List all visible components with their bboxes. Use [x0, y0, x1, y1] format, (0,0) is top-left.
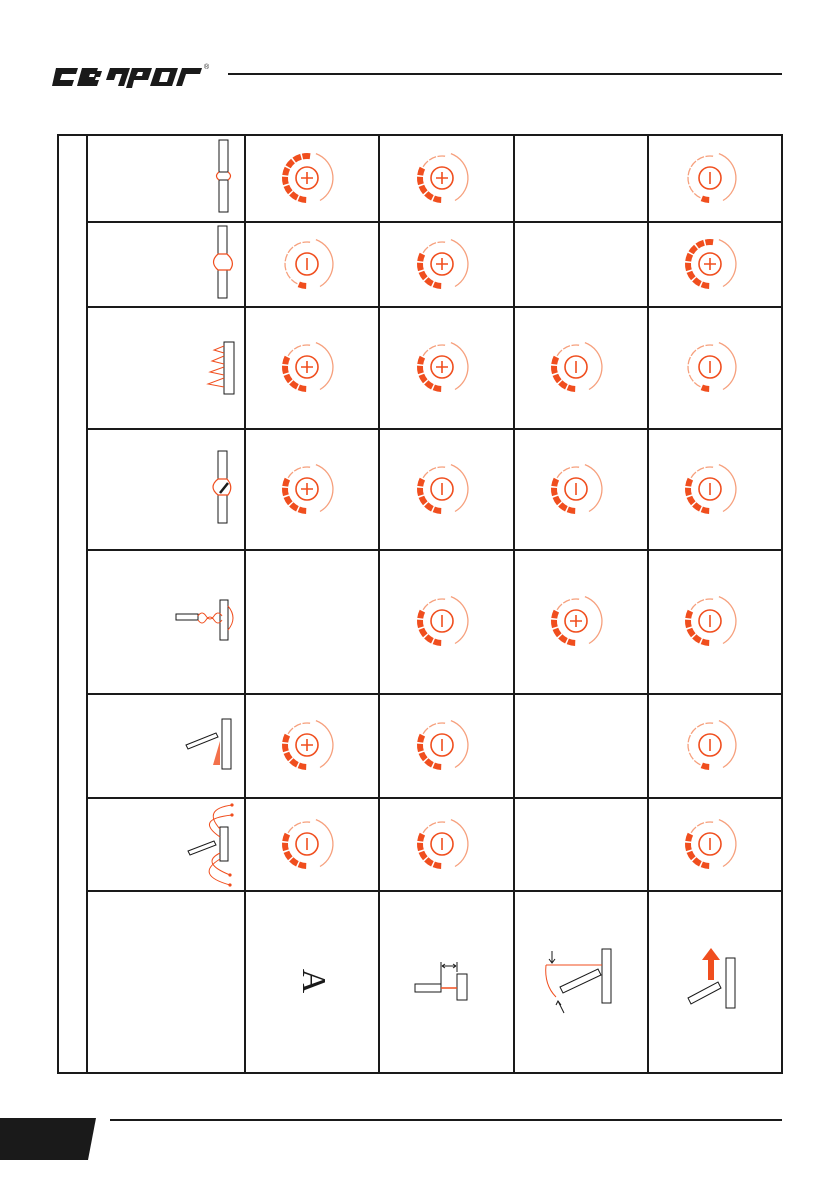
polarity-indicator-mid-minus [680, 459, 736, 520]
table-row-line [86, 428, 783, 430]
surfacing-icon [200, 332, 240, 407]
polarity-indicator-mid-plus [546, 591, 602, 652]
polarity-indicator-mid-minus [412, 459, 468, 520]
polarity-indicator-mid-minus [546, 459, 602, 520]
arc-length-icon [411, 958, 481, 1009]
welding-parameters-table [57, 134, 781, 1072]
table-row-line [57, 134, 783, 136]
polarity-indicator-mid-minus [680, 591, 736, 652]
polarity-indicator-low-minus [680, 148, 736, 209]
polarity-indicator-low-minus [680, 337, 736, 398]
table-col-line [378, 134, 380, 1072]
butt-joint-v-bevel-icon [206, 224, 240, 309]
polarity-indicator-mid-plus [412, 148, 468, 209]
table-col-line [57, 134, 59, 1072]
vertical-weld-icon [180, 799, 240, 894]
table-col-line [647, 134, 649, 1072]
table-col-line [513, 134, 515, 1072]
polarity-indicator-mid-minus [277, 814, 333, 875]
polarity-indicator-mid-minus [680, 814, 736, 875]
polarity-indicator-mid-plus [277, 715, 333, 776]
current-symbol: A [295, 968, 333, 994]
polarity-indicator-mid-minus [412, 715, 468, 776]
polarity-indicator-mid-plus [277, 337, 333, 398]
polarity-indicator-mid-minus [412, 591, 468, 652]
polarity-indicator-low-minus [277, 234, 333, 295]
polarity-indicator-mid-minus [412, 814, 468, 875]
current-symbol-icon [295, 961, 333, 1006]
table-col-line [781, 134, 783, 1072]
butt-joint-root-pass-icon [206, 449, 240, 534]
polarity-indicator-high-plus [277, 148, 333, 209]
travel-speed-icon [684, 946, 744, 1021]
polarity-indicator-high-plus [680, 234, 736, 295]
footer-rule [110, 1119, 782, 1121]
polarity-indicator-mid-plus [277, 459, 333, 520]
polarity-indicator-mid-plus [412, 337, 468, 398]
registered-mark: ® [204, 64, 210, 71]
spot-weld-icon [170, 596, 240, 651]
header-rule [228, 73, 782, 75]
table-row-line [57, 1072, 783, 1074]
fillet-weld-icon [180, 715, 240, 780]
polarity-indicator-low-minus [680, 715, 736, 776]
electrode-angle-icon [540, 941, 620, 1026]
table-col-line [244, 134, 246, 1072]
polarity-indicator-mid-plus [412, 234, 468, 295]
table-row-line [86, 549, 783, 551]
table-row-line [86, 221, 783, 223]
page-tab [0, 1118, 96, 1165]
butt-joint-no-bevel-icon [210, 138, 240, 223]
brand-logo [52, 60, 212, 95]
table-col-line [86, 134, 88, 1072]
table-row-line [86, 693, 783, 695]
table-row-line [86, 306, 783, 308]
polarity-indicator-mid-minus [546, 337, 602, 398]
